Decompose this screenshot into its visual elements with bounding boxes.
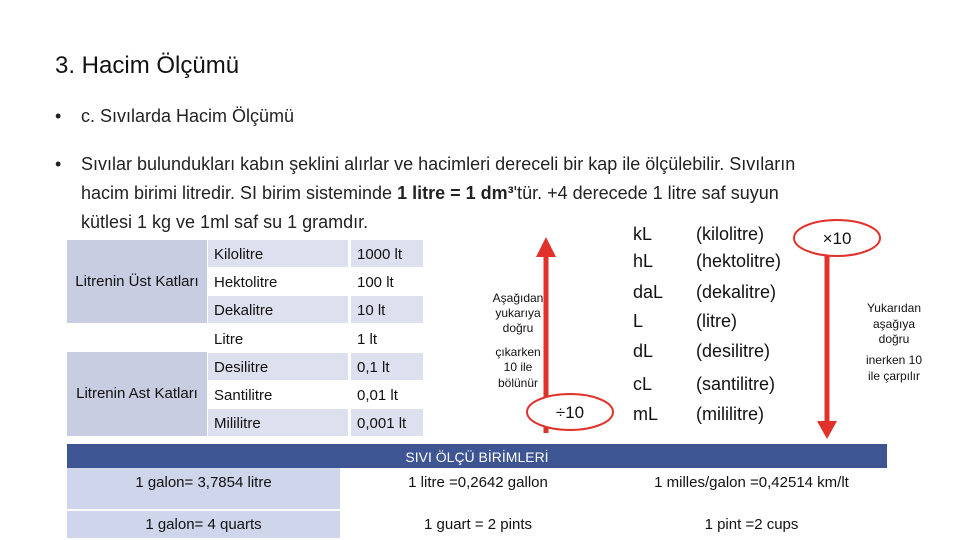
right-text-line: ile çarpılır: [867, 369, 921, 383]
table-cell: 1 pint =2 cups: [616, 511, 887, 538]
right-text-line: Yukarıdan: [866, 301, 922, 315]
right-explanation: [866, 301, 922, 383]
group-lower-label: Litrenin Ast Katları: [67, 352, 207, 436]
unit-value: 0,001 lt: [351, 409, 423, 436]
up-arrow-head-icon: [536, 237, 556, 257]
unit-list: [633, 224, 781, 424]
unit-fullname: (kilolitre): [696, 224, 765, 244]
unit-fullname: (desilitre): [696, 341, 771, 361]
page-title: 3. Hacim Ölçümü: [55, 52, 240, 79]
unit-name: Mililitre: [208, 409, 348, 436]
multiply-label: ×10: [822, 229, 852, 248]
bullet-icon: •: [55, 106, 62, 126]
right-text-line: doğru: [878, 332, 910, 346]
formula-text: 1 litre = 1 dm³: [397, 183, 514, 203]
unit-value: 100 lt: [351, 268, 423, 295]
unit-abbr: dL: [633, 341, 654, 361]
unit-abbr: mL: [633, 404, 659, 424]
left-text-line: Aşağıdan: [492, 291, 544, 305]
paragraph-line-2: [55, 179, 897, 208]
unit-fullname: (hektolitre): [696, 251, 782, 271]
unit-abbr: kL: [633, 224, 653, 244]
down-arrow-head-icon: [817, 421, 837, 439]
table-cell: 1 galon= 3,7854 litre: [67, 468, 340, 509]
table-cell: 1 galon= 4 quarts: [67, 511, 340, 538]
left-text-line: bölünür: [497, 376, 539, 390]
left-text-line: çıkarken: [495, 345, 541, 359]
paragraph-text: 'tür. +4 derecede 1 litre saf suyun: [513, 183, 779, 203]
unit-abbr: L: [633, 311, 644, 331]
unit-name: Dekalitre: [208, 296, 348, 323]
right-text-line: aşağıya: [872, 317, 916, 331]
unit-fullname: (santilitre): [696, 374, 776, 394]
paragraph-text: hacim birimi litredir. SI birim sisteminde: [81, 183, 398, 203]
unit-abbr: cL: [633, 374, 653, 394]
unit-abbr: daL: [633, 282, 664, 302]
unit-fullname: (mililitre): [696, 404, 764, 424]
left-text-line: yukarıya: [495, 306, 541, 320]
bullet-icon: •: [55, 154, 62, 174]
left-text-line: 10 ile: [503, 360, 533, 374]
subtitle-text: c. Sıvılarda Hacim Ölçümü: [81, 106, 295, 126]
right-text-line: inerken 10: [865, 353, 923, 367]
table-cell: 1 guart = 2 pints: [342, 511, 614, 538]
unit-value: 0,1 lt: [351, 353, 423, 380]
paragraph-line-3: kütlesi 1 kg ve 1ml saf su 1 gramdır.: [81, 212, 369, 232]
unit-name: Santilitre: [208, 381, 348, 408]
unit-value: 10 lt: [351, 296, 423, 323]
unit-abbr: hL: [633, 251, 654, 271]
table-cell: 1 milles/galon =0,42514 km/lt: [616, 468, 887, 509]
table-cell: 1 litre =0,2642 gallon: [342, 468, 614, 509]
unit-name: Hektolitre: [208, 268, 348, 295]
table-header: SIVI ÖLÇÜ BİRİMLERİ: [67, 444, 887, 468]
unit-name: Kilolitre: [208, 240, 348, 267]
conversion-diagram: [480, 215, 940, 440]
unit-value: 1 lt: [351, 325, 423, 352]
unit-name: Desilitre: [208, 353, 348, 380]
subtitle-bullet: [55, 106, 294, 127]
group-upper-label: Litrenin Üst Katları: [67, 240, 207, 323]
unit-value: 1000 lt: [351, 240, 423, 267]
left-explanation: [493, 291, 544, 390]
unit-name: Litre: [208, 325, 348, 352]
divide-label: ÷10: [555, 403, 585, 422]
unit-fullname: (litre): [696, 311, 737, 331]
unit-fullname: (dekalitre): [696, 282, 777, 302]
paragraph-line-1: Sıvılar bulundukları kabın şeklini alırlar ve hacimleri dereceli bir kap ile ölçülebilir. Sıvıların: [81, 154, 796, 174]
left-text-line: doğru: [502, 321, 534, 335]
unit-value: 0,01 lt: [351, 381, 423, 408]
